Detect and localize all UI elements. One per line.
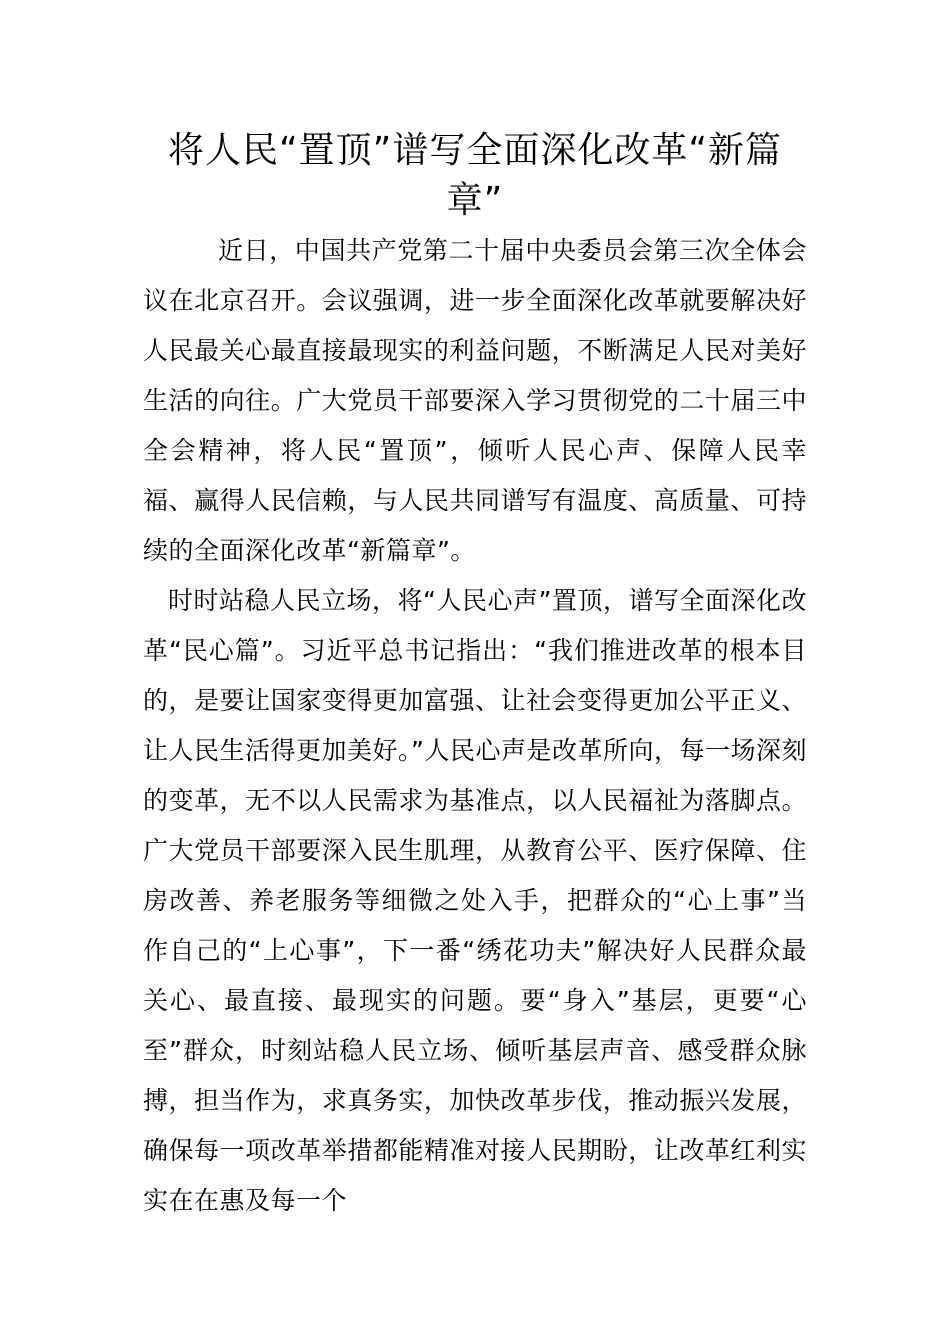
paragraph-people-voice: 时时站稳人民立场，将“人民心声”置顶，谱写全面深化改革“民心篇”。习近平总书记指出：“我们推进改革的根本目的，是要让国家变得更加富强、让社会变得更加公平正义、让人民生活得更加美好。”人民心声是改革所向，每一场深刻的变革，无不以人民需求为基准点，以人民福祉为落脚点。广大党员干部要深入民生肌理，从教育公平、医疗保障、住房改善、养老服务等细微之处入手，把群众的“心上事”当作自己的“上心事”，下一番“绣花功夫”解决好人民群众最关心、最直接、最现实的问题。要“身入”基层，更要“心至”群众，时刻站稳人民立场、倾听基层声音、感受群众脉搏，担当作为，求真务实，加快改革步伐，推动振兴发展，确保每一项改革举措都能精准对接人民期盼，让改革红利实实在在惠及每一个 <box>143 586 807 1215</box>
document-title: 将人民“置顶”谱写全面深化改革“新篇章” <box>168 130 782 221</box>
paragraph-intro: 近日，中国共产党第二十届中央委员会第三次全体会议在北京召开。会议强调，进一步全面深化改革就要解决好人民最关心最直接最现实的利益问题，不断满足人民对美好生活的向往。广大党员干部要深入学习贯彻党的二十届三中全会精神，将人民“置顶”，倾听人民心声、保障人民幸福、赢得人民信赖，与人民共同谱写有温度、高质量、可持续的全面深化改革“新篇章”。 <box>143 236 807 565</box>
